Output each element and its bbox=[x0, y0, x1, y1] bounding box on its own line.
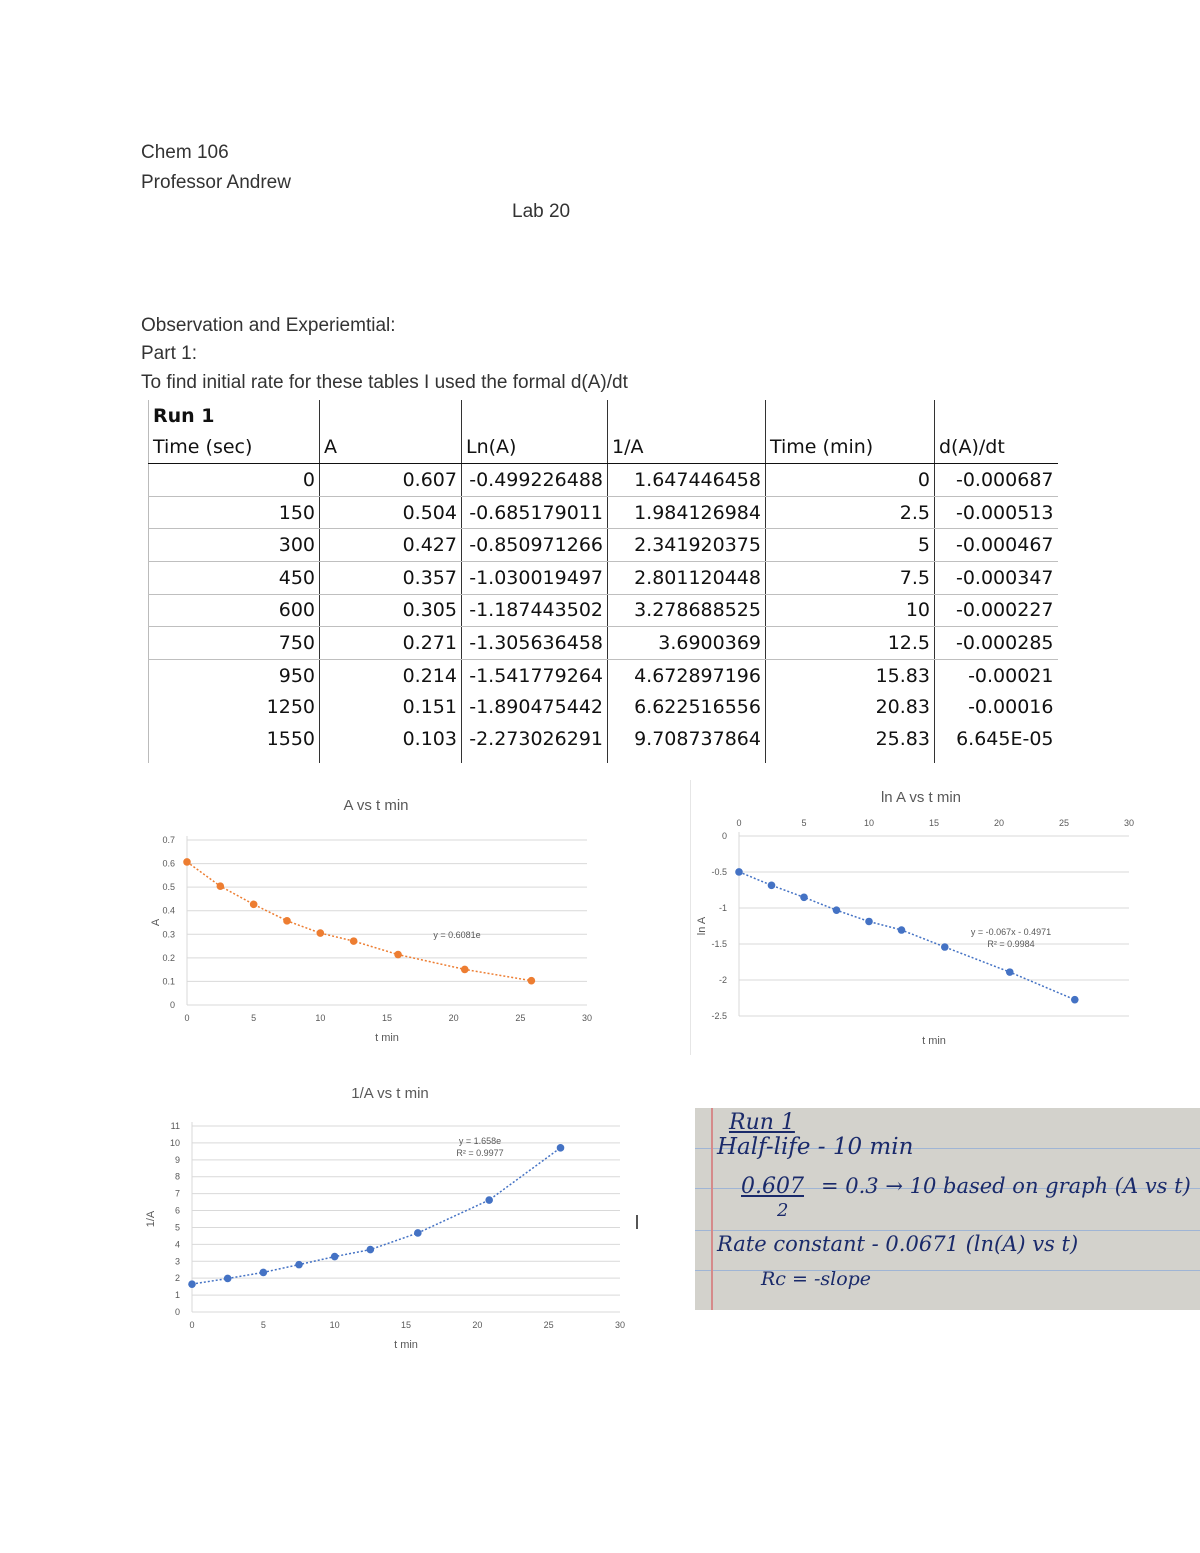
trendline-equation: y = 0.6081e bbox=[433, 930, 481, 940]
y-tick-label: 6 bbox=[174, 1205, 180, 1216]
table-cell: 0.427 bbox=[320, 529, 462, 562]
data-point bbox=[898, 926, 906, 934]
data-point bbox=[557, 1144, 565, 1152]
data-point bbox=[800, 893, 808, 901]
table-row bbox=[149, 627, 1058, 660]
table-cell: -0.00016 bbox=[968, 696, 1054, 719]
y-tick-label: 0.7 bbox=[162, 835, 175, 845]
y-tick-label: 8 bbox=[174, 1171, 180, 1182]
column-header: Ln(A) bbox=[462, 432, 608, 464]
trendline-equation: y = 1.658e bbox=[458, 1136, 502, 1146]
table-cell: -2.273026291 bbox=[462, 723, 608, 755]
y-tick-label: 0.1 bbox=[162, 976, 175, 987]
table-cell: -1.541779264 bbox=[462, 659, 608, 691]
x-tick-label: 30 bbox=[614, 1320, 626, 1330]
table-cell: -0.000347 bbox=[935, 561, 1058, 594]
x-tick-label: 25 bbox=[1058, 818, 1070, 828]
table-cell: 10 bbox=[766, 594, 935, 627]
table-cell: 450 bbox=[149, 561, 320, 594]
y-tick-label: 0.4 bbox=[162, 905, 175, 916]
trendline bbox=[192, 1148, 561, 1284]
chart-a-vs-t bbox=[145, 788, 607, 1058]
y-tick-label: 0 bbox=[169, 1000, 175, 1010]
table-cell: 0.607 bbox=[320, 464, 462, 497]
y-tick-label: 9 bbox=[174, 1154, 180, 1165]
table-cell: -0.000467 bbox=[935, 529, 1058, 562]
lab-title: Lab 20 bbox=[512, 201, 571, 222]
x-tick-label: 15 bbox=[381, 1013, 393, 1023]
y-axis-label: 1/A bbox=[145, 1210, 157, 1228]
x-tick-label: 30 bbox=[1123, 818, 1135, 828]
chart-title: A vs t min bbox=[343, 797, 409, 814]
y-tick-label: 0.3 bbox=[162, 929, 175, 940]
instruction-text: To find initial rate for these tables I used the formal d(A)/dt bbox=[141, 372, 628, 393]
chart-inv-a-vs-t bbox=[140, 1078, 640, 1363]
table-cell: 1.984126984 bbox=[608, 496, 766, 529]
y-tick-label: -1 bbox=[718, 903, 727, 913]
table-cell: -0.499226488 bbox=[462, 464, 608, 497]
y-tick-label: 3 bbox=[174, 1256, 180, 1267]
note-fraction-numerator: 0.607 bbox=[741, 1174, 804, 1199]
professor-name: Professor Andrew bbox=[141, 172, 291, 193]
data-point bbox=[461, 966, 469, 974]
table-cell: 0.357 bbox=[320, 561, 462, 594]
run-1-table bbox=[148, 400, 1058, 763]
x-tick-label: 10 bbox=[863, 818, 875, 828]
x-tick-label: 25 bbox=[543, 1320, 554, 1330]
y-tick-label: 0.5 bbox=[162, 882, 175, 893]
data-point bbox=[183, 858, 191, 866]
table-row bbox=[149, 529, 1058, 562]
table-cell: 0 bbox=[149, 464, 320, 497]
note-rc-slope: Rc = -slope bbox=[761, 1268, 872, 1290]
x-tick-label: 0 bbox=[736, 818, 742, 828]
table-header-row bbox=[149, 432, 1058, 464]
table-cell: 1550 bbox=[149, 723, 320, 755]
data-point bbox=[941, 943, 949, 951]
table-cell: -1.305636458 bbox=[462, 627, 608, 660]
note-half-life: Half-life - 10 min bbox=[717, 1134, 914, 1160]
data-point bbox=[735, 868, 743, 876]
table-cell: -1.030019497 bbox=[462, 561, 608, 594]
x-tick-label: 30 bbox=[581, 1013, 593, 1023]
data-point bbox=[350, 937, 358, 945]
table-cell: 20.83 bbox=[766, 691, 935, 723]
column-header: A bbox=[320, 432, 462, 464]
table-cell: 3.6900369 bbox=[608, 627, 766, 660]
x-axis-label: t min bbox=[922, 1035, 946, 1047]
table-cell: 0.103 bbox=[320, 723, 462, 755]
x-tick-label: 15 bbox=[928, 818, 940, 828]
data-point bbox=[283, 917, 291, 925]
table-cell: 750 bbox=[149, 627, 320, 660]
table-cell: -0.685179011 bbox=[462, 496, 608, 529]
x-tick-label: 15 bbox=[400, 1320, 412, 1330]
table-cell: 0.305 bbox=[320, 594, 462, 627]
y-tick-label: 0 bbox=[721, 831, 727, 841]
y-tick-label: 0.6 bbox=[162, 858, 175, 869]
table-row bbox=[149, 723, 1058, 755]
data-point bbox=[224, 1275, 232, 1283]
table-cell: -1.890475442 bbox=[462, 691, 608, 723]
table-cell: -0.000513 bbox=[935, 496, 1058, 529]
table-cell: 0.504 bbox=[320, 496, 462, 529]
r-squared-label: R² = 0.9984 bbox=[987, 939, 1035, 949]
table-title-row bbox=[149, 400, 1058, 432]
y-tick-label: -0.5 bbox=[711, 867, 727, 877]
y-tick-label: -1.5 bbox=[711, 939, 727, 949]
part-heading: Part 1: bbox=[141, 343, 197, 364]
table-row bbox=[149, 496, 1058, 529]
table-cell: -0.000285 bbox=[935, 627, 1058, 660]
table-cell: 4.672897196 bbox=[608, 659, 766, 691]
table-row bbox=[149, 659, 1058, 691]
table-cell: 6.645E-05 bbox=[956, 727, 1054, 750]
x-tick-label: 5 bbox=[251, 1013, 257, 1023]
y-tick-label: 1 bbox=[174, 1290, 180, 1301]
x-tick-label: 5 bbox=[801, 818, 807, 828]
y-tick-label: -2 bbox=[718, 975, 727, 985]
table-cell: 1.647446458 bbox=[608, 464, 766, 497]
data-point bbox=[367, 1246, 375, 1254]
table-row bbox=[149, 561, 1058, 594]
data-point bbox=[865, 918, 873, 926]
y-axis-label: A bbox=[150, 918, 162, 927]
data-point bbox=[394, 951, 402, 959]
table-cell: 1250 bbox=[149, 691, 320, 723]
data-point bbox=[833, 906, 841, 914]
table-cell: 0 bbox=[766, 464, 935, 497]
trendline bbox=[187, 862, 531, 981]
table-cell: 0.271 bbox=[320, 627, 462, 660]
note-half-value: = 0.3 → 10 based on graph (A vs t) bbox=[821, 1174, 1191, 1198]
y-tick-label: 10 bbox=[169, 1137, 180, 1148]
data-point bbox=[331, 1253, 339, 1261]
data-point bbox=[768, 882, 776, 890]
table-cell: 5 bbox=[766, 529, 935, 562]
table-cell: 6.622516556 bbox=[608, 691, 766, 723]
table-row bbox=[149, 464, 1058, 497]
y-tick-label: -2.5 bbox=[711, 1011, 727, 1021]
data-point bbox=[295, 1261, 303, 1269]
column-header: Time (min) bbox=[766, 432, 935, 464]
y-tick-label: 2 bbox=[174, 1273, 180, 1284]
cursor-mark bbox=[636, 1215, 638, 1229]
y-tick-label: 11 bbox=[170, 1121, 180, 1131]
table-cell: 0.214 bbox=[320, 659, 462, 691]
r-squared-label: R² = 0.9977 bbox=[456, 1148, 504, 1158]
data-point bbox=[528, 977, 536, 985]
x-tick-label: 0 bbox=[189, 1320, 195, 1330]
table-cell: -0.000687 bbox=[935, 464, 1058, 497]
data-point bbox=[1006, 968, 1014, 976]
data-point bbox=[485, 1196, 493, 1204]
column-header: Time (sec) bbox=[149, 432, 320, 464]
x-axis-label: t min bbox=[394, 1339, 418, 1351]
table-row bbox=[149, 594, 1058, 627]
table-cell: 12.5 bbox=[766, 627, 935, 660]
x-tick-label: 10 bbox=[315, 1013, 326, 1023]
y-axis-label: ln A bbox=[696, 916, 708, 936]
data-point bbox=[217, 882, 225, 890]
table-cell: 7.5 bbox=[766, 561, 935, 594]
data-point bbox=[414, 1229, 422, 1237]
chart-title: ln A vs t min bbox=[880, 789, 962, 806]
course-title: Chem 106 bbox=[141, 142, 229, 163]
y-tick-label: 5 bbox=[174, 1222, 180, 1233]
chart-title: 1/A vs t min bbox=[351, 1085, 429, 1102]
trendline-equation: y = -0.067x - 0.4971 bbox=[970, 927, 1052, 937]
table-cell: 600 bbox=[149, 594, 320, 627]
table-cell: 2.341920375 bbox=[608, 529, 766, 562]
column-header: d(A)/dt bbox=[935, 432, 1058, 464]
table-cell: 25.83 bbox=[766, 723, 935, 755]
x-tick-label: 20 bbox=[472, 1320, 483, 1330]
note-rate-constant: Rate constant - 0.0671 (ln(A) vs t) bbox=[717, 1232, 1079, 1256]
table-title: Run 1 bbox=[149, 400, 320, 432]
data-point bbox=[250, 901, 258, 909]
table-cell: 950 bbox=[149, 659, 320, 691]
table-cell: 0.151 bbox=[320, 691, 462, 723]
column-header: 1/A bbox=[608, 432, 766, 464]
note-title: Run 1 bbox=[729, 1110, 795, 1135]
data-point bbox=[260, 1269, 268, 1277]
x-tick-label: 10 bbox=[329, 1320, 340, 1330]
table-cell: 3.278688525 bbox=[608, 594, 766, 627]
table-cell: 9.708737864 bbox=[608, 723, 766, 755]
x-tick-label: 5 bbox=[260, 1320, 266, 1330]
data-point bbox=[188, 1280, 196, 1288]
table-row bbox=[149, 691, 1058, 723]
y-tick-label: 0 bbox=[174, 1307, 180, 1317]
handwritten-note bbox=[695, 1108, 1200, 1310]
y-tick-label: 4 bbox=[174, 1239, 180, 1250]
chart-ln-a-vs-t bbox=[690, 780, 1151, 1055]
table-cell: -0.00021 bbox=[968, 664, 1054, 687]
note-fraction-denominator: 2 bbox=[777, 1200, 789, 1221]
y-tick-label: 7 bbox=[174, 1188, 180, 1199]
y-tick-label: 0.2 bbox=[162, 952, 175, 963]
data-point bbox=[1071, 996, 1079, 1004]
x-axis-label: t min bbox=[375, 1032, 399, 1044]
x-tick-label: 0 bbox=[184, 1013, 190, 1023]
section-heading: Observation and Experiemtial: bbox=[141, 315, 396, 336]
table-cell: -0.850971266 bbox=[462, 529, 608, 562]
x-tick-label: 25 bbox=[515, 1013, 526, 1023]
table-cell: 2.5 bbox=[766, 496, 935, 529]
x-tick-label: 20 bbox=[993, 818, 1005, 828]
table-cell: -1.187443502 bbox=[462, 594, 608, 627]
table-cell: 150 bbox=[149, 496, 320, 529]
table-cell: 15.83 bbox=[766, 659, 935, 691]
table-cell: -0.000227 bbox=[935, 594, 1058, 627]
table-cell: 300 bbox=[149, 529, 320, 562]
data-point bbox=[317, 929, 325, 937]
table-cell: 2.801120448 bbox=[608, 561, 766, 594]
x-tick-label: 20 bbox=[448, 1013, 459, 1023]
